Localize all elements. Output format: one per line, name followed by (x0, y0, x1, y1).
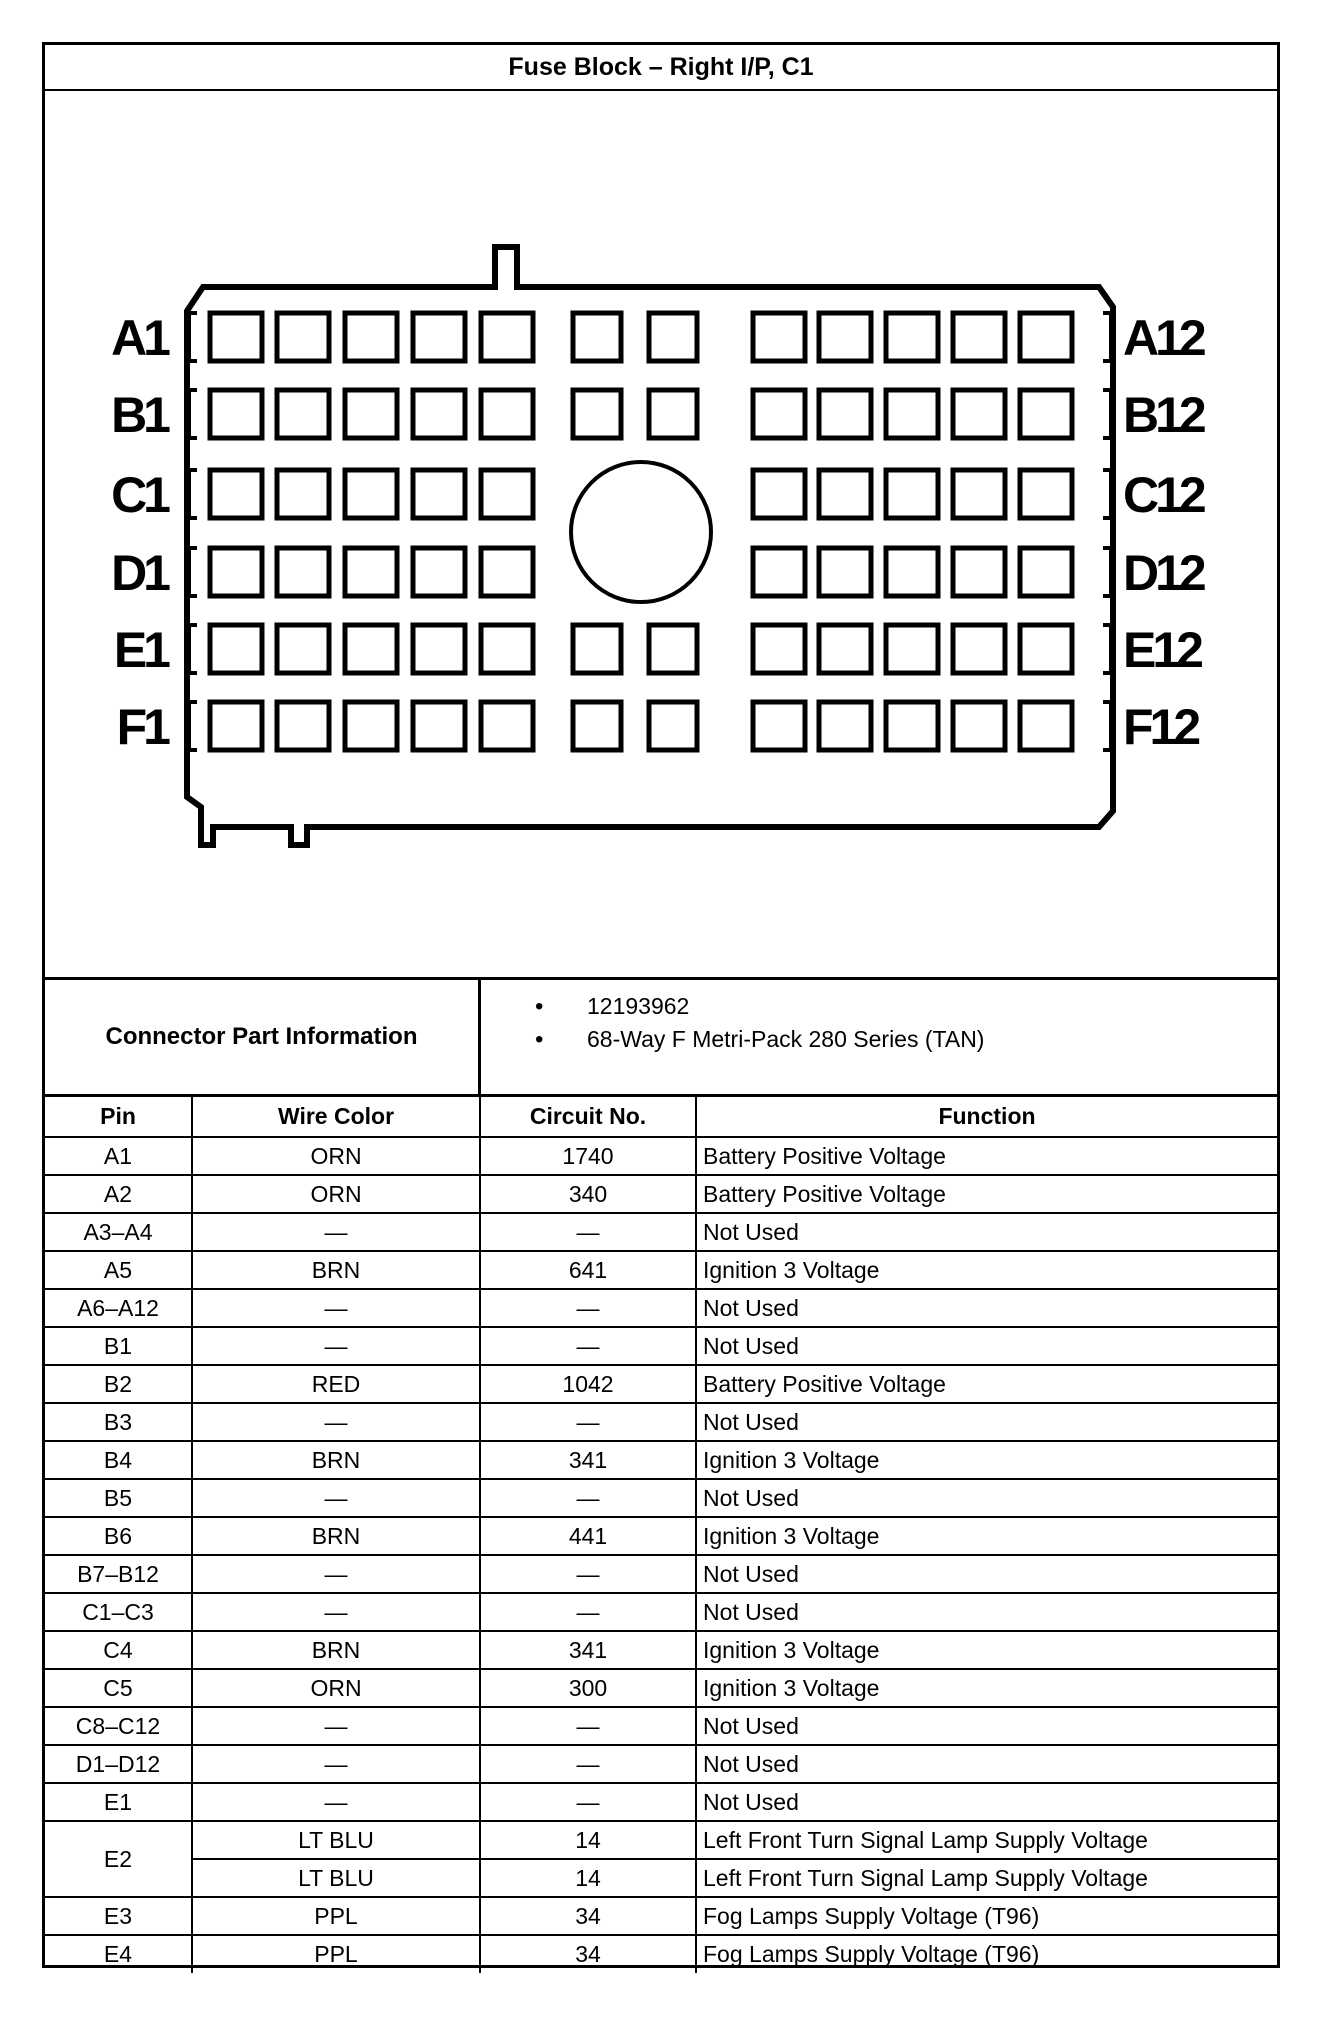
wire-color-cell: ORN (192, 1137, 480, 1175)
pin-cavity (886, 470, 938, 518)
pin-cavity (481, 548, 533, 596)
wire-color-cell: LT BLU (192, 1821, 480, 1859)
wire-color-cell: — (192, 1289, 480, 1327)
pin-cell: A3–A4 (45, 1213, 192, 1251)
pin-cell: E3 (45, 1897, 192, 1935)
pin-cell: A5 (45, 1251, 192, 1289)
circuit-cell: 300 (480, 1669, 696, 1707)
row-label-right: D12 (1123, 545, 1203, 601)
table-header-row (45, 1097, 1277, 1137)
table-row (45, 1403, 1277, 1441)
pin-cavity (953, 625, 1005, 673)
pin-cavity (1020, 390, 1072, 438)
pin-cavity (953, 548, 1005, 596)
wire-color-cell: BRN (192, 1441, 480, 1479)
pin-cavity (210, 702, 262, 750)
row-label-left: A1 (111, 310, 167, 366)
row-label-left: F1 (116, 699, 167, 755)
function-cell: Not Used (696, 1783, 1277, 1821)
table-row (45, 1935, 1277, 1973)
pin-cavity (481, 702, 533, 750)
function-cell: Battery Positive Voltage (696, 1365, 1277, 1403)
connector-part-information (45, 980, 1277, 1097)
pin-cell: E2 (45, 1821, 192, 1897)
header-pin: Pin (45, 1097, 192, 1137)
function-cell: Not Used (696, 1213, 1277, 1251)
pin-cell: A1 (45, 1137, 192, 1175)
function-cell: Not Used (696, 1289, 1277, 1327)
row-label-left: C1 (111, 467, 167, 523)
table-row (45, 1555, 1277, 1593)
pin-cell: B4 (45, 1441, 192, 1479)
wire-color-cell: BRN (192, 1251, 480, 1289)
wire-color-cell: PPL (192, 1935, 480, 1973)
function-cell: Ignition 3 Voltage (696, 1251, 1277, 1289)
row-label-left: E1 (113, 622, 167, 678)
pin-cell: C8–C12 (45, 1707, 192, 1745)
pin-cavity (210, 313, 262, 361)
wire-color-cell: — (192, 1783, 480, 1821)
pin-cell: D1–D12 (45, 1745, 192, 1783)
pin-cavity (210, 470, 262, 518)
row-label-right: E12 (1123, 622, 1200, 678)
row-label-left: D1 (111, 545, 167, 601)
connector-sheet (42, 42, 1280, 1968)
pin-cavity (413, 313, 465, 361)
function-cell: Not Used (696, 1707, 1277, 1745)
function-cell: Not Used (696, 1745, 1277, 1783)
function-cell: Ignition 3 Voltage (696, 1669, 1277, 1707)
pin-cavity (210, 390, 262, 438)
table-row (45, 1859, 1277, 1897)
table-row (45, 1327, 1277, 1365)
wire-color-cell: — (192, 1479, 480, 1517)
pin-cavity (753, 390, 805, 438)
pin-cavity (210, 548, 262, 596)
wire-color-cell: BRN (192, 1517, 480, 1555)
pin-cavity (953, 702, 1005, 750)
pin-cavity (573, 625, 621, 673)
circuit-cell: 1042 (480, 1365, 696, 1403)
pin-cavity (481, 390, 533, 438)
right-row-bracket (1103, 702, 1111, 750)
pin-cavity (953, 313, 1005, 361)
wire-color-cell: — (192, 1593, 480, 1631)
pin-cavity (345, 313, 397, 361)
pin-cavity-grid (210, 313, 1072, 750)
circuit-cell: 341 (480, 1441, 696, 1479)
pin-cell: B2 (45, 1365, 192, 1403)
wire-color-cell: ORN (192, 1669, 480, 1707)
pin-cavity (413, 625, 465, 673)
right-row-bracket (1103, 470, 1111, 518)
circuit-cell: — (480, 1745, 696, 1783)
wire-color-cell: ORN (192, 1175, 480, 1213)
circuit-cell: — (480, 1555, 696, 1593)
pin-cavity (481, 625, 533, 673)
left-row-bracket (189, 625, 197, 673)
wire-color-cell: PPL (192, 1897, 480, 1935)
connector-info-list (481, 980, 1277, 1104)
right-row-bracket (1103, 313, 1111, 361)
circuit-cell: 34 (480, 1935, 696, 1973)
pin-cavity (345, 390, 397, 438)
circuit-cell: — (480, 1403, 696, 1441)
function-cell: Left Front Turn Signal Lamp Supply Voltage (696, 1821, 1277, 1859)
table-row (45, 1593, 1277, 1631)
pin-cell: B6 (45, 1517, 192, 1555)
pin-cavity (753, 313, 805, 361)
table-row (45, 1897, 1277, 1935)
left-row-bracket (189, 548, 197, 596)
pin-cavity (277, 702, 329, 750)
pin-cell: C5 (45, 1669, 192, 1707)
row-label-right: C12 (1123, 467, 1203, 523)
pin-cavity (277, 548, 329, 596)
pin-cavity (413, 548, 465, 596)
pin-cavity (1020, 313, 1072, 361)
pin-cavity (481, 470, 533, 518)
table-row (45, 1251, 1277, 1289)
circuit-cell: 641 (480, 1251, 696, 1289)
pin-cavity (649, 313, 697, 361)
circuit-cell: — (480, 1327, 696, 1365)
pin-cavity (819, 702, 871, 750)
pin-cavity (1020, 470, 1072, 518)
pin-cavity (819, 625, 871, 673)
alignment-post (571, 462, 711, 602)
circuit-cell: 34 (480, 1897, 696, 1935)
pin-cavity (573, 313, 621, 361)
circuit-cell: 340 (480, 1175, 696, 1213)
header-wire-color: Wire Color (192, 1097, 480, 1137)
pin-cavity (277, 390, 329, 438)
pin-cavity (953, 390, 1005, 438)
circuit-cell: 441 (480, 1517, 696, 1555)
pin-cavity (345, 470, 397, 518)
wire-color-cell: — (192, 1403, 480, 1441)
pin-cavity (413, 702, 465, 750)
pin-cavity (819, 313, 871, 361)
function-cell: Not Used (696, 1403, 1277, 1441)
function-cell: Battery Positive Voltage (696, 1175, 1277, 1213)
table-row (45, 1821, 1277, 1859)
header-circuit-no: Circuit No. (480, 1097, 696, 1137)
pin-cell: E1 (45, 1783, 192, 1821)
table-row (45, 1707, 1277, 1745)
wire-color-cell: — (192, 1555, 480, 1593)
part-number: • 12193962 (481, 990, 1277, 1023)
table-row (45, 1213, 1277, 1251)
table-row (45, 1783, 1277, 1821)
connector-face-svg (45, 91, 1277, 977)
pin-cavity (886, 390, 938, 438)
function-cell: Ignition 3 Voltage (696, 1517, 1277, 1555)
pin-cavity (277, 625, 329, 673)
pin-cavity (886, 313, 938, 361)
pin-table (45, 1097, 1277, 1973)
pin-cavity (753, 470, 805, 518)
pin-cavity (277, 313, 329, 361)
function-cell: Not Used (696, 1593, 1277, 1631)
wire-color-cell: LT BLU (192, 1859, 480, 1897)
row-label-right: B12 (1123, 387, 1203, 443)
function-cell: Not Used (696, 1555, 1277, 1593)
pin-cell: C1–C3 (45, 1593, 192, 1631)
left-row-bracket (189, 470, 197, 518)
row-label-right: F12 (1123, 699, 1198, 755)
connector-description: • 68-Way F Metri-Pack 280 Series (TAN) (481, 1023, 1277, 1056)
pin-cavity (345, 702, 397, 750)
function-cell: Fog Lamps Supply Voltage (T96) (696, 1897, 1277, 1935)
left-row-bracket (189, 702, 197, 750)
function-cell: Battery Positive Voltage (696, 1137, 1277, 1175)
connector-face-diagram (45, 91, 1277, 980)
function-cell: Left Front Turn Signal Lamp Supply Voltage (696, 1859, 1277, 1897)
circuit-cell: — (480, 1479, 696, 1517)
table-row (45, 1631, 1277, 1669)
left-row-bracket (189, 313, 197, 361)
circuit-cell: — (480, 1783, 696, 1821)
right-row-bracket (1103, 625, 1111, 673)
pin-cavity (413, 390, 465, 438)
function-cell: Ignition 3 Voltage (696, 1441, 1277, 1479)
pin-cell: A6–A12 (45, 1289, 192, 1327)
pin-cavity (819, 390, 871, 438)
page-title: Fuse Block – Right I/P, C1 (45, 45, 1277, 91)
right-row-bracket (1103, 548, 1111, 596)
function-cell: Fog Lamps Supply Voltage (T96) (696, 1935, 1277, 1973)
pin-cavity (953, 470, 1005, 518)
function-cell: Not Used (696, 1479, 1277, 1517)
pin-cell: B5 (45, 1479, 192, 1517)
wire-color-cell: RED (192, 1365, 480, 1403)
function-cell: Ignition 3 Voltage (696, 1631, 1277, 1669)
pin-cavity (573, 390, 621, 438)
pin-cavity (753, 702, 805, 750)
pin-cavity (886, 702, 938, 750)
pin-cavity (649, 702, 697, 750)
pin-cavity (573, 702, 621, 750)
table-row (45, 1365, 1277, 1403)
pin-cavity (277, 470, 329, 518)
pin-cell: C4 (45, 1631, 192, 1669)
right-row-bracket (1103, 390, 1111, 438)
pin-cavity (649, 390, 697, 438)
table-row (45, 1479, 1277, 1517)
table-row (45, 1745, 1277, 1783)
wire-color-cell: — (192, 1707, 480, 1745)
pin-cavity (819, 548, 871, 596)
pin-cell: A2 (45, 1175, 192, 1213)
circuit-cell: — (480, 1593, 696, 1631)
connector-info-label: Connector Part Information (45, 980, 481, 1094)
pin-cell: B1 (45, 1327, 192, 1365)
pin-cavity (753, 625, 805, 673)
pin-cell: B7–B12 (45, 1555, 192, 1593)
circuit-cell: — (480, 1289, 696, 1327)
pin-cavity (753, 548, 805, 596)
wire-color-cell: — (192, 1327, 480, 1365)
circuit-cell: — (480, 1707, 696, 1745)
wire-color-cell: — (192, 1213, 480, 1251)
pin-cavity (210, 625, 262, 673)
row-label-right: A12 (1123, 310, 1203, 366)
circuit-cell: 1740 (480, 1137, 696, 1175)
table-row (45, 1441, 1277, 1479)
row-label-left: B1 (111, 387, 167, 443)
table-row (45, 1175, 1277, 1213)
wire-color-cell: — (192, 1745, 480, 1783)
circuit-cell: 14 (480, 1859, 696, 1897)
pin-cavity (886, 625, 938, 673)
header-function: Function (696, 1097, 1277, 1137)
table-row (45, 1517, 1277, 1555)
pin-cavity (1020, 702, 1072, 750)
pin-cavity (481, 313, 533, 361)
pin-cavity (413, 470, 465, 518)
function-cell: Not Used (696, 1327, 1277, 1365)
table-row (45, 1289, 1277, 1327)
circuit-cell: — (480, 1213, 696, 1251)
table-row (45, 1669, 1277, 1707)
left-row-bracket (189, 390, 197, 438)
pin-cavity (819, 470, 871, 518)
pin-cavity (649, 625, 697, 673)
pin-cavity (1020, 548, 1072, 596)
pin-cell: E4 (45, 1935, 192, 1973)
table-row (45, 1137, 1277, 1175)
wire-color-cell: BRN (192, 1631, 480, 1669)
circuit-cell: 14 (480, 1821, 696, 1859)
pin-cavity (345, 548, 397, 596)
pin-cell: B3 (45, 1403, 192, 1441)
pin-cavity (1020, 625, 1072, 673)
circuit-cell: 341 (480, 1631, 696, 1669)
pin-cavity (345, 625, 397, 673)
pin-cavity (886, 548, 938, 596)
